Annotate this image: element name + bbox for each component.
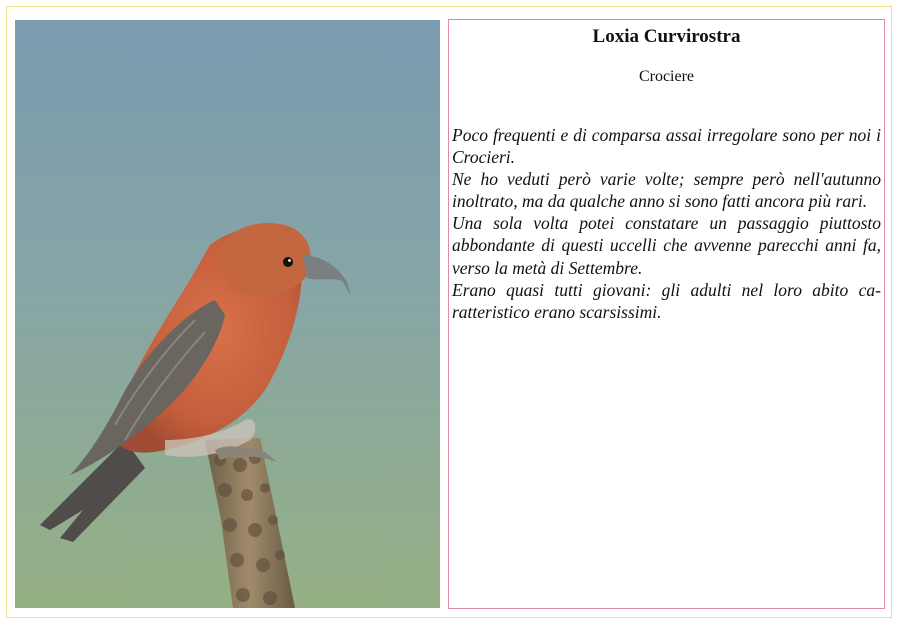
common-name: Crociere: [638, 68, 695, 85]
text-panel: [448, 19, 885, 609]
paragraph: Ne ho veduti però varie volte; sempre però nell'autunno inoltrato, ma da qualche anno si sono fatti ancora più rari.: [452, 169, 881, 212]
paragraph: Erano quasi tutti giovani: gli adulti nel loro abito caratteristico erano scarsissimi.: [452, 279, 881, 322]
paragraph: Una sola volta potei constatare un passaggio piuttosto abbondante di questi uccelli che avvenne parecchi anni fa, verso la metà di Settembre.: [452, 213, 881, 278]
bird-eye: [283, 257, 293, 267]
species-title: Loxia Curvirostra: [592, 26, 741, 47]
bird-photo: [15, 20, 440, 608]
description-text: [452, 124, 881, 323]
paragraph: Poco frequenti e di comparsa assai irregolare sono per noi i Crocieri.: [452, 125, 881, 168]
crossbill-illustration: [15, 20, 440, 608]
